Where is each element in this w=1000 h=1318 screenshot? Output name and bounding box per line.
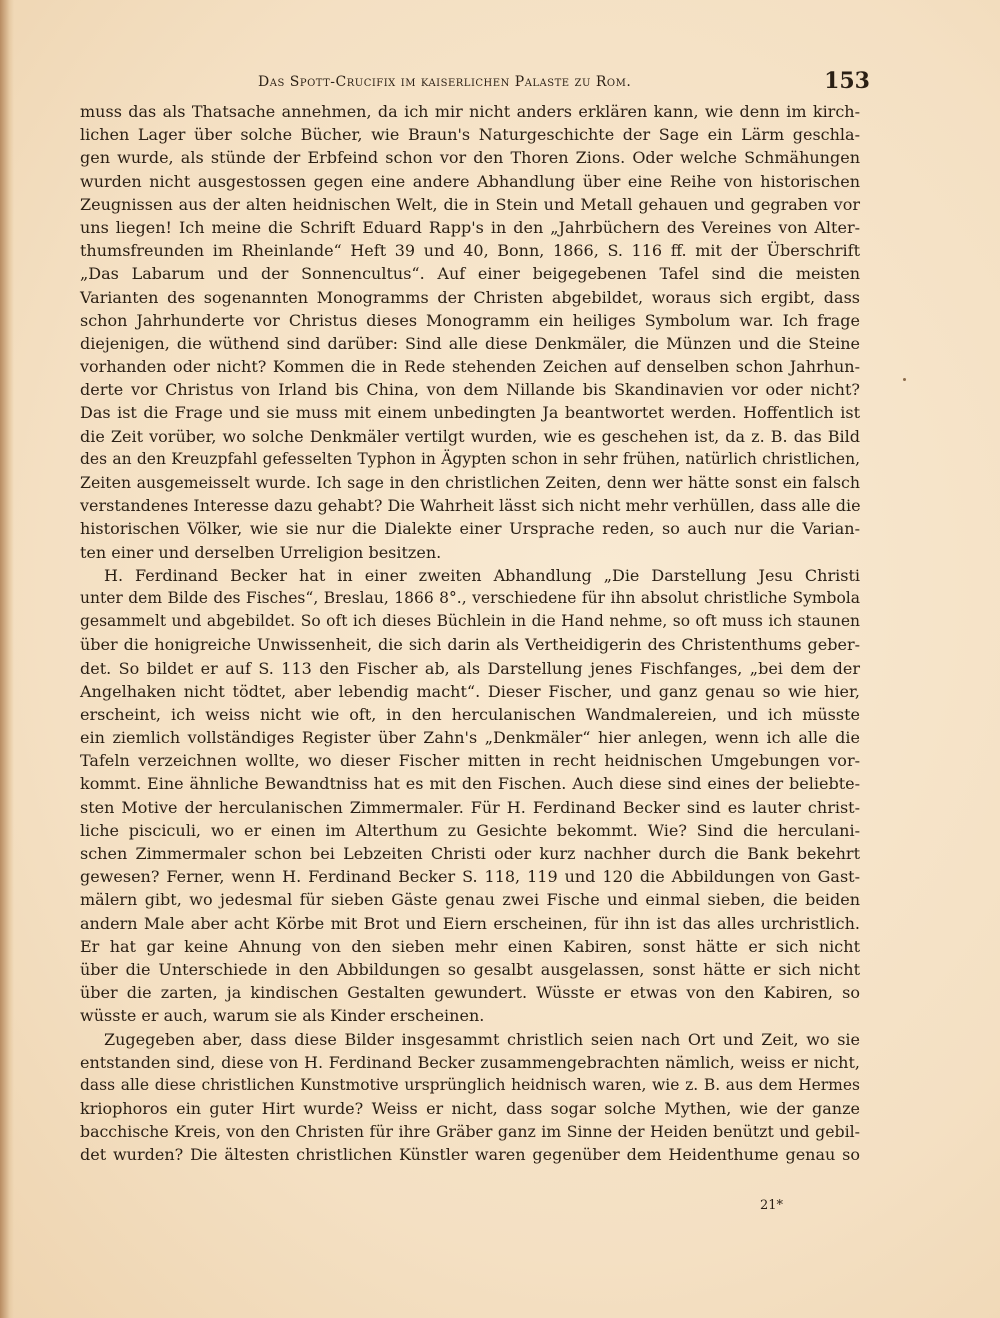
text-line: dass alle diese christlichen Kunstmotive ursprünglich heidnisch waren, wie z. B. aus dem Hermes: [80, 1075, 860, 1094]
text-line: Das ist die Frage und sie muss mit einem unbedingten Ja beantwortet werden. Hoffentlich ist: [80, 403, 860, 423]
text-line: Er hat gar keine Ahnung von den sieben mehr einen Kabiren, sonst hätte er sich nicht: [80, 936, 860, 956]
text-line: Angelhaken nicht tödtet, aber lebendig macht“. Dieser Fischer, und ganz genau so wie hier,: [80, 681, 860, 701]
text-line: kriophoros ein guter Hirt wurde? Weiss er nicht, dass sogar solche Mythen, wie der ganze: [80, 1099, 860, 1119]
page-edge-shadow: [0, 0, 14, 1318]
text-line: über die Unterschiede in den Abbildungen so gesalbt ausgelassen, sonst hätte er sich nicht: [80, 959, 860, 979]
text-line: diejenigen, die wüthend sind darüber: Sind alle diese Denkmäler, die Münzen und die Steine: [80, 333, 860, 353]
text-line: bacchische Kreis, von den Christen für ihre Gräber ganz im Sinne der Heiden benützt und gebil-: [80, 1122, 860, 1142]
text-line: „Das Labarum und der Sonnencultus“. Auf einer beigegebenen Tafel sind die meisten: [80, 264, 860, 284]
text-line: über die honigreiche Unwissenheit, die sich darin als Vertheidigerin des Christenthums geber-: [80, 635, 860, 655]
text-line: Zeugnissen aus der alten heidnischen Welt, die in Stein und Metall gehauen und gegraben vor: [80, 194, 860, 214]
text-line: des an den Kreuzpfahl gefesselten Typhon in Ägypten schon in sehr frühen, natürlich christlichen,: [80, 449, 860, 468]
text-line: H. Ferdinand Becker hat in einer zweiten Abhandlung „Die Darstellung Jesu Christi: [104, 565, 860, 585]
text-line: mälern gibt, wo jedesmal für sieben Gäste genau zwei Fische und einmal sieben, die beiden: [80, 890, 860, 910]
page-header: [80, 68, 870, 98]
text-line: Zeiten ausgemeisselt wurde. Ich sage in den christlichen Zeiten, denn wer hätte sonst ein falsch: [80, 473, 860, 492]
text-line: lichen Lager über solche Bücher, wie Braun's Naturgeschichte der Sage ein Lärm geschla-: [80, 125, 860, 145]
text-line: schen Zimmermaler schon bei Lebzeiten Christi oder kurz nachher durch die Bank bekehrt: [80, 844, 860, 863]
text-line: kommt. Eine ähnliche Bewandtniss hat es mit den Fischen. Auch diese sind eines der beliebte-: [80, 774, 860, 794]
text-line: Varianten des sogenannten Monogramms der Christen abgebildet, woraus sich ergibt, dass: [80, 287, 860, 307]
text-line: wurden nicht ausgestossen gegen eine andere Abhandlung über eine Reihe von historischen: [80, 171, 860, 191]
text-line: det. So bildet er auf S. 113 den Fischer ab, als Darstellung jenes Fischfanges, „bei dem der: [80, 658, 860, 678]
text-line: verstandenes Interesse dazu gehabt? Die Wahrheit lässt sich nicht mehr verhüllen, dass alle die: [80, 496, 861, 516]
text-line: wüsste er auch, warum sie als Kinder erscheinen.: [80, 1006, 485, 1026]
text-line: vorhanden oder nicht? Kommen die in Rede stehenden Zeichen auf denselben schon Jahrhun-: [80, 357, 860, 377]
text-line: sten Motive der herculanischen Zimmermaler. Für H. Ferdinand Becker sind es lauter christ-: [80, 797, 860, 817]
text-line: über die zarten, ja kindischen Gestalten gewundert. Wüsste er etwas von den Kabiren, so: [80, 983, 860, 1003]
page-number: 153: [824, 68, 870, 94]
text-line: ten einer und derselben Urreligion besitzen.: [80, 542, 442, 562]
paper-speck: [903, 378, 906, 381]
running-title: Das Spott-Crucifix im kaiserlichen Palaste zu Rom.: [258, 74, 632, 90]
text-line: det wurden? Die ältesten christlichen Künstler waren gegenüber dem Heidenthume genau so: [80, 1145, 860, 1165]
text-line: ein ziemlich vollständiges Register über Zahn's „Denkmäler“ hier anlegen, wenn ich alle die: [80, 728, 860, 748]
text-line: muss das als Thatsache annehmen, da ich mir nicht anders erklären kann, wie denn im kirch-: [80, 102, 860, 121]
text-line: Tafeln verzeichnen wollte, wo dieser Fischer mitten in recht heidnischen Umgebungen vor-: [80, 751, 860, 771]
text-line: entstanden sind, diese von H. Ferdinand Becker zusammengebrachten nämlich, weiss er nicht,: [80, 1052, 860, 1072]
text-line: uns liegen! Ich meine die Schrift Eduard Rapp's in den „Jahrbüchern des Vereines von Alter-: [80, 217, 860, 237]
body-text: [80, 100, 860, 1167]
text-line: die Zeit vorüber, wo solche Denkmäler vertilgt wurden, wie es geschehen ist, da z. B. das Bild: [80, 426, 860, 446]
text-line: thumsfreunden im Rheinlande“ Heft 39 und 40, Bonn, 1866, S. 116 ff. mit der Überschrift: [80, 241, 860, 261]
text-line: Zugegeben aber, dass diese Bilder insgesammt christlich seien nach Ort und Zeit, wo sie: [104, 1029, 860, 1049]
text-line: andern Male aber acht Körbe mit Brot und Eiern erscheinen, für ihn ist das alles urchristlich.: [80, 913, 860, 933]
text-line: schon Jahrhunderte vor Christus dieses Monogramm ein heiliges Symbolum war. Ich frage: [80, 310, 860, 330]
text-line: erscheint, ich weiss nicht wie oft, in den herculanischen Wandmalereien, und ich müsste: [80, 704, 860, 724]
text-line: gewesen? Ferner, wenn H. Ferdinand Becker S. 118, 119 und 120 die Abbildungen von Gast-: [80, 867, 860, 887]
signature-mark: 21*: [760, 1198, 784, 1213]
text-line: liche pisciculi, wo er einen im Alterthum zu Gesichte bekommt. Wie? Sind die herculani-: [80, 820, 860, 840]
text-line: gesammelt und abgebildet. So oft ich dieses Büchlein in die Hand nehme, so oft muss ich staunen: [80, 612, 860, 631]
text-line: unter dem Bilde des Fisches“, Breslau, 1866 8°., verschiedene für ihn absolut christliche Symbola: [80, 588, 860, 607]
text-line: historischen Völker, wie sie nur die Dialekte einer Ursprache reden, so auch nur die Varian-: [80, 519, 860, 539]
text-line: gen wurde, als stünde der Erbfeind schon vor den Thoren Zions. Oder welche Schmähungen: [80, 148, 860, 168]
text-line: derte vor Christus von Irland bis China, von dem Nillande bis Skandinavien vor oder nicht?: [80, 380, 860, 400]
